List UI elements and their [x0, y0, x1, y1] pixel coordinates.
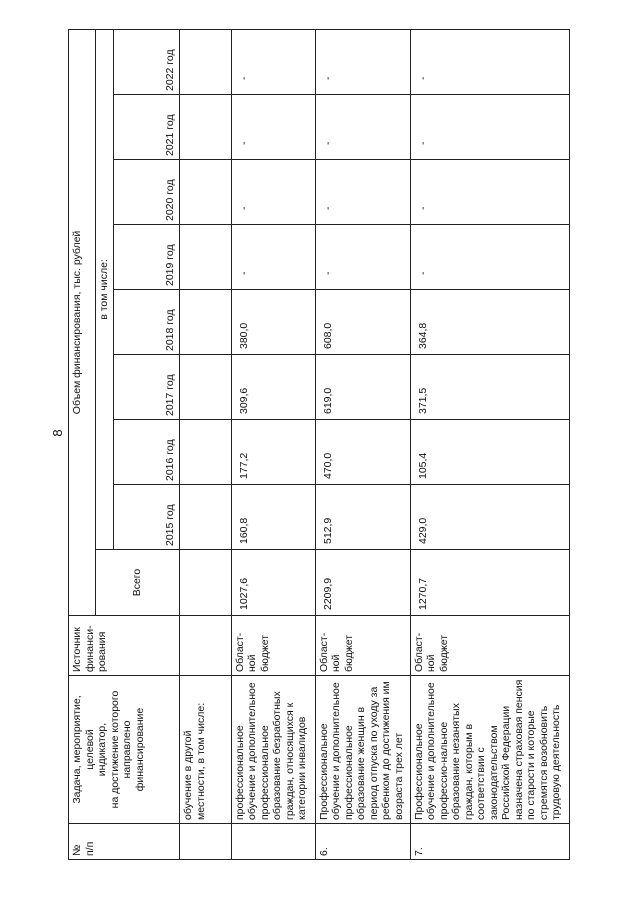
row-source: Област- ной бюджет	[410, 616, 569, 676]
row-total	[180, 550, 231, 616]
row-year-value: -	[231, 95, 315, 160]
row-task: Профессиональное обучение и дополнительное профессио-нальное образование незанятых граждан, которым в соответствии с законодательством Российской Федерации назначена страховая пенсия по старости и которые стремятся возобновить трудовую деятельность	[410, 676, 569, 824]
year-header: 2016 год	[113, 420, 180, 485]
row-num: 7.	[410, 824, 569, 860]
row-num	[180, 824, 231, 860]
header-total: Всего	[95, 550, 180, 616]
row-year-value: 380,0	[231, 290, 315, 355]
row-source: Област- ной бюджет	[315, 616, 410, 676]
row-year-value: 429,0	[410, 485, 569, 550]
table-row	[410, 29, 569, 859]
row-year-value: -	[315, 225, 410, 290]
table-row	[231, 29, 315, 859]
row-year-value: -	[231, 29, 315, 94]
row-year-value: -	[410, 225, 569, 290]
rotated-table-container	[68, 30, 570, 860]
row-total: 2209,9	[315, 550, 410, 616]
year-header: 2022 год	[113, 29, 180, 94]
row-num	[231, 824, 315, 860]
row-year-value: 105,4	[410, 420, 569, 485]
row-year-value: 364,8	[410, 290, 569, 355]
year-header: 2018 год	[113, 290, 180, 355]
financing-table	[68, 29, 570, 860]
year-header: 2015 год	[113, 485, 180, 550]
row-total: 1027,6	[231, 550, 315, 616]
row-total: 1270,7	[410, 550, 569, 616]
header-row-1	[69, 29, 96, 859]
row-year-value: -	[410, 29, 569, 94]
row-task: Профессиональное обучение и дополнительное профессиональное образование женщин в период отпуска по уходу за ребенком до достижения им возраста трех лет	[315, 676, 410, 824]
row-year-value: -	[410, 160, 569, 225]
header-source: Источник финанси- рования	[69, 616, 180, 676]
row-year-value	[180, 160, 231, 225]
header-num: № п/п	[69, 824, 180, 860]
row-year-value: -	[315, 160, 410, 225]
row-num: 6.	[315, 824, 410, 860]
row-year-value: 160,8	[231, 485, 315, 550]
year-header: 2017 год	[113, 355, 180, 420]
table-row	[315, 29, 410, 859]
row-year-value: 309,6	[231, 355, 315, 420]
row-task: профессиональное обучение и дополнительное профессиональное образование безработных граждан, относящихся к категории инвалидов	[231, 676, 315, 824]
year-header: 2019 год	[113, 225, 180, 290]
year-header: 2021 год	[113, 95, 180, 160]
row-year-value: 608,0	[315, 290, 410, 355]
row-year-value: 619,0	[315, 355, 410, 420]
row-year-value	[180, 225, 231, 290]
row-year-value: 470,0	[315, 420, 410, 485]
row-source: Област- ной бюджет	[231, 616, 315, 676]
row-year-value: -	[231, 225, 315, 290]
header-task: Задача, мероприятие, целевой индикатор, на достижение которого направлено финансирование	[69, 676, 180, 824]
row-year-value: -	[231, 160, 315, 225]
header-incl: в том числе:	[95, 29, 113, 549]
table-row	[180, 29, 231, 859]
row-year-value	[180, 355, 231, 420]
row-year-value: -	[315, 29, 410, 94]
row-year-value	[180, 420, 231, 485]
year-header: 2020 год	[113, 160, 180, 225]
row-year-value: -	[410, 95, 569, 160]
row-year-value	[180, 29, 231, 94]
row-year-value	[180, 485, 231, 550]
row-year-value: 177,2	[231, 420, 315, 485]
row-year-value: -	[315, 95, 410, 160]
header-volume: Объем финансирования, тыс. рублей	[69, 29, 96, 615]
row-year-value: 512,9	[315, 485, 410, 550]
row-task: обучение в другой местности, в том числе:	[180, 676, 231, 824]
row-year-value: 371,5	[410, 355, 569, 420]
row-year-value	[180, 290, 231, 355]
row-source	[180, 616, 231, 676]
page-number: 8	[50, 429, 65, 437]
row-year-value	[180, 95, 231, 160]
